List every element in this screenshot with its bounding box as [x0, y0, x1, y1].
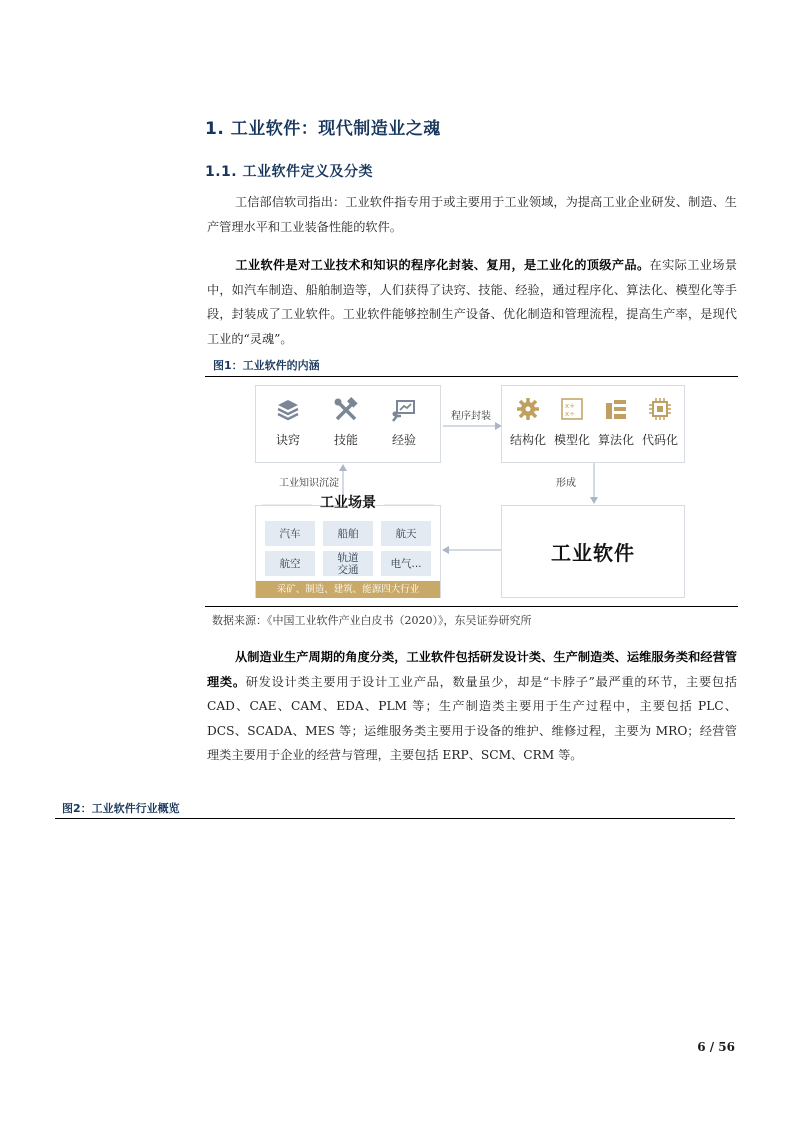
blocks-icon [594, 397, 638, 427]
figure2-caption: 图2：工业软件行业概览 [62, 802, 180, 815]
scene-cell: 轨道交通 [323, 551, 373, 576]
knowledge-label: 诀窍 [275, 433, 300, 447]
paragraph-essence [207, 253, 737, 351]
scene-cell: 航天 [381, 521, 431, 546]
method-label: 代码化 [641, 433, 678, 447]
result-label: 工业软件 [551, 541, 635, 565]
svg-text:x÷: x÷ [565, 410, 576, 418]
figure2-top-rule [55, 818, 735, 819]
knowledge-label: 经验 [391, 433, 416, 447]
gear-icon [506, 397, 550, 427]
formula-icon [550, 397, 594, 427]
paragraph-definition-text: 工信部信软司指出：工业软件指专用于或主要用于工业领域，为提高工业企业研发、制造、生产管理水平和工业装备性能的软件。 [207, 195, 737, 234]
paragraph-essence-bold: 工业软件是对工业技术和知识的程序化封装、复用，是工业化的顶级产品。 [235, 258, 650, 272]
presentation-icon [378, 397, 430, 427]
page-number: 6 / 56 [697, 1040, 735, 1054]
method-label: 模型化 [553, 433, 590, 447]
scene-footer: 采矿、制造、建筑、能源四大行业 [256, 581, 440, 598]
method-label: 结构化 [509, 433, 546, 447]
result-box [501, 505, 685, 598]
section-title: 1. 工业软件：现代制造业之魂 [205, 119, 441, 139]
encapsulate-label: 程序封装 [451, 411, 491, 422]
paragraph-definition [207, 190, 737, 239]
subsection-title: 1.1. 工业软件定义及分类 [205, 164, 373, 180]
method-item [638, 397, 682, 448]
figure1-source: 数据来源：《中国工业软件产业白皮书（2020）》，东吴证券研究所 [212, 614, 532, 627]
knowledge-item [320, 397, 372, 448]
scene-title: 工业场景 [320, 495, 376, 511]
knowledge-item [378, 397, 430, 448]
paragraph-classification-text: 研发设计类主要用于设计工业产品，数量虽少，却是“卡脖子”最严重的环节，主要包括 CAD、CAE、CAM、EDA、PLM 等；生产制造类主要用于生产过程中，主要包括 PLC、DCS、SCADA、MES 等；运维服务类主要用于设备的维护、维修过程，主要为 MRO；经营管理类主要用于企业的经营与管理，主要包括 ERP、SCM、CRM 等。 [207, 674, 737, 763]
figure1-top-rule [205, 376, 738, 377]
figure1-bottom-rule [205, 606, 738, 607]
method-label: 算法化 [597, 433, 634, 447]
knowledge-label: 技能 [333, 433, 358, 447]
scene-cell: 船舶 [323, 521, 373, 546]
book-stack-icon [262, 397, 314, 427]
paragraph-essence-text: 在实际工业场景中，如汽车制造、船舶制造等，人们获得了诀窍、技能、经验，通过程序化、算法化、模型化等手段，封装成了工业软件。工业软件能够控制生产设备、优化制造和管理流程，提高生产率，是现代工业的“灵魂”。 [207, 258, 738, 346]
paragraph-classification [207, 645, 737, 768]
scene-cell: 电气... [381, 551, 431, 576]
precipitate-label: 工业知识沉淀 [279, 478, 339, 489]
method-item [594, 397, 638, 448]
method-item [550, 397, 594, 448]
hammer-wrench-icon [320, 397, 372, 427]
form-arrow [588, 463, 600, 505]
paragraph-classification-bold: 从制造业生产周期的角度分类，工业软件包括研发设计类、生产制造类、运维服务类和经营管理类。 [207, 650, 737, 689]
method-item [506, 397, 550, 448]
scene-cell: 航空 [265, 551, 315, 576]
svg-text:x+: x+ [565, 402, 576, 410]
figure1-caption: 图1：工业软件的内涵 [213, 359, 320, 372]
chip-icon [638, 397, 682, 427]
knowledge-item [262, 397, 314, 448]
scene-title-lines [262, 501, 434, 511]
result-arrow [441, 544, 503, 556]
scene-cell: 汽车 [265, 521, 315, 546]
form-label: 形成 [556, 478, 576, 489]
